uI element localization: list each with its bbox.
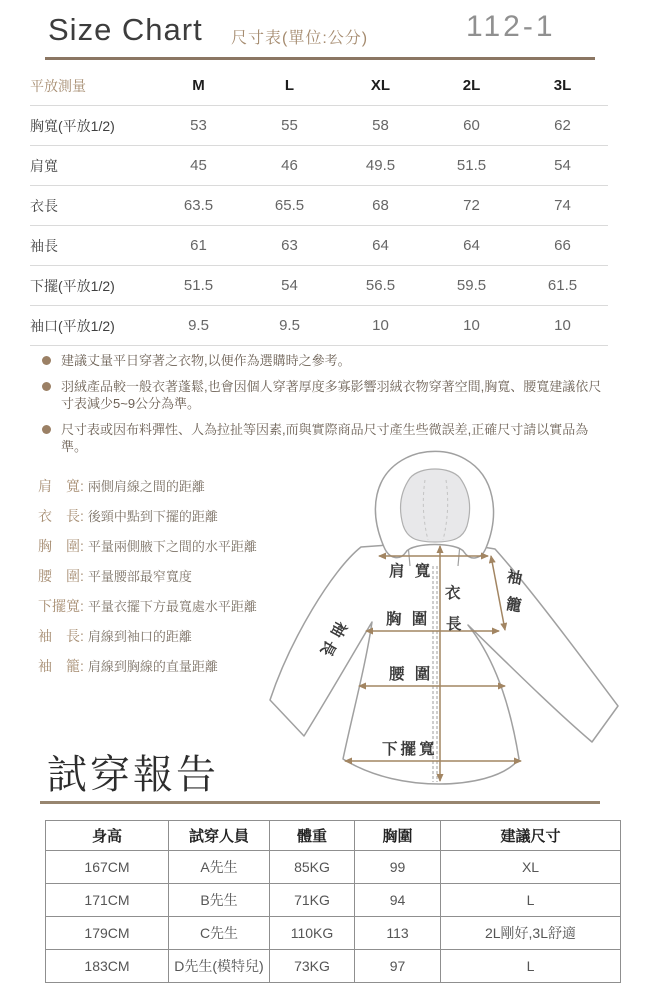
cell-chest: 97	[355, 950, 441, 983]
col-height: 身高	[46, 821, 169, 851]
cell: 58	[372, 117, 389, 134]
cell-chest: 113	[355, 917, 441, 950]
note-item	[42, 378, 602, 412]
cell: 62	[554, 117, 571, 134]
row-label: 袖長	[30, 237, 58, 254]
size-row-cuff	[30, 306, 608, 346]
cell: 51.5	[456, 157, 487, 174]
cell: 10	[463, 317, 480, 334]
cell-chest: 99	[355, 851, 441, 884]
fit-header-row	[46, 821, 621, 851]
cell: 66	[554, 237, 571, 254]
cell-size: 2L剛好,3L舒適	[441, 917, 621, 950]
cell: 61.5	[547, 277, 578, 294]
definition-term: 肩 寬:	[38, 478, 84, 494]
row-label: 袖口(平放1/2)	[30, 317, 115, 334]
size-row-hem	[30, 266, 608, 306]
definition-term: 下擺寬:	[38, 598, 84, 614]
cell: 9.5	[279, 317, 300, 334]
note-text: 尺寸表或因布料彈性、人為拉扯等因素,而與實際商品尺寸產生些微誤差,正確尺寸請以實品為準。	[61, 422, 589, 454]
cell-height: 171CM	[46, 884, 169, 917]
definition-desc: 肩線到袖口的距離	[87, 629, 192, 644]
cell-tester: B先生	[169, 884, 270, 917]
style-code: 112-1	[466, 10, 556, 43]
sleeve-length-label: 袖長	[313, 618, 350, 664]
cell: 55	[281, 117, 298, 134]
col-weight: 體重	[270, 821, 355, 851]
definition-term: 衣 長:	[38, 508, 84, 524]
definition-term: 袖 籠:	[38, 658, 84, 674]
cell-size: L	[441, 950, 621, 983]
size-table-header-row	[30, 66, 608, 106]
cell: 65.5	[274, 197, 305, 214]
size-col-l: L	[284, 77, 295, 94]
cell: 59.5	[456, 277, 487, 294]
definition-desc: 後頸中點到下擺的距離	[87, 509, 218, 524]
size-col-m: M	[192, 77, 205, 94]
cell: 60	[463, 117, 480, 134]
cell: 45	[190, 157, 207, 174]
cell-weight: 73KG	[270, 950, 355, 983]
cell-weight: 85KG	[270, 851, 355, 884]
garment-length-label-bottom: 長	[446, 616, 465, 633]
cell-chest: 94	[355, 884, 441, 917]
cell-tester: D先生(模特兒)	[169, 950, 270, 983]
note-text: 建議丈量平日穿著之衣物,以便作為選購時之參考。	[61, 353, 351, 368]
note-text: 羽絨產品較一般衣著蓬鬆,也會因個人穿著厚度多寡影響羽絨衣物穿著空間,胸寬、腰寬建議依尺寸表減少5~9公分為準。	[61, 379, 602, 411]
fit-row	[46, 884, 621, 917]
cell: 68	[372, 197, 389, 214]
cell: 46	[281, 157, 298, 174]
definition-desc: 平量衣擺下方最寬處水平距離	[87, 599, 257, 614]
row-label: 下擺(平放1/2)	[30, 277, 115, 294]
cell: 72	[463, 197, 480, 214]
cell: 63	[281, 237, 298, 254]
cell: 63.5	[183, 197, 214, 214]
shoulder-width-label: 肩 寬	[389, 563, 434, 580]
note-item	[42, 352, 602, 369]
fit-row	[46, 950, 621, 983]
cell: 64	[372, 237, 389, 254]
cell: 54	[281, 277, 298, 294]
cell-height: 179CM	[46, 917, 169, 950]
col-chest: 胸圍	[355, 821, 441, 851]
page-title: Size Chart	[48, 12, 203, 47]
row-label: 胸寬(平放1/2)	[30, 117, 115, 134]
fit-report-divider	[40, 801, 600, 804]
cell: 49.5	[365, 157, 396, 174]
cell: 74	[554, 197, 571, 214]
cell-size: L	[441, 884, 621, 917]
cell: 51.5	[183, 277, 214, 294]
size-col-3l: 3L	[553, 77, 572, 94]
cell-weight: 71KG	[270, 884, 355, 917]
definition-term: 胸 圍:	[38, 538, 84, 554]
jacket-measurement-diagram	[262, 448, 650, 805]
row-label: 衣長	[30, 197, 58, 214]
page-subtitle: 尺寸表(單位:公分)	[231, 30, 369, 47]
cell: 10	[554, 317, 571, 334]
definition-term: 袖 長:	[38, 628, 84, 644]
cell: 53	[190, 117, 207, 134]
cell: 9.5	[188, 317, 209, 334]
fit-row	[46, 917, 621, 950]
size-row-shoulder	[30, 146, 608, 186]
size-row-length	[30, 186, 608, 226]
cell-weight: 110KG	[270, 917, 355, 950]
hood-opening	[401, 469, 470, 542]
cell: 61	[190, 237, 207, 254]
cell: 54	[554, 157, 571, 174]
fit-report-table	[45, 820, 621, 983]
hem-width-label: 下擺寬	[382, 741, 438, 758]
cell-tester: A先生	[169, 851, 270, 884]
cell-size: XL	[441, 851, 621, 884]
size-col-xl: XL	[370, 77, 391, 94]
definition-term: 腰 圍:	[38, 568, 84, 584]
definition-desc: 平量腰部最窄寬度	[87, 569, 192, 584]
cell: 64	[463, 237, 480, 254]
cell: 56.5	[365, 277, 396, 294]
size-row-chest	[30, 106, 608, 146]
measure-label: 平放測量	[30, 77, 86, 94]
garment-length-label-top: 衣	[445, 585, 464, 602]
header-divider	[45, 57, 595, 60]
cell-tester: C先生	[169, 917, 270, 950]
col-tester: 試穿人員	[169, 821, 270, 851]
jacket-outline	[270, 544, 618, 784]
cell-height: 167CM	[46, 851, 169, 884]
definition-desc: 兩側肩線之間的距離	[87, 479, 205, 494]
definition-desc: 肩線到胸線的直量距離	[87, 659, 218, 674]
size-table	[30, 66, 608, 346]
armhole-label-top: 袖	[505, 568, 527, 589]
bullet-icon	[42, 425, 51, 434]
size-col-2l: 2L	[462, 77, 481, 94]
size-row-sleeve	[30, 226, 608, 266]
bullet-icon	[42, 356, 51, 365]
bullet-icon	[42, 382, 51, 391]
fit-report-heading: 試穿報告	[47, 753, 219, 797]
col-suggested-size: 建議尺寸	[441, 821, 621, 851]
fit-row	[46, 851, 621, 884]
cell-height: 183CM	[46, 950, 169, 983]
definition-desc: 平量兩側腋下之間的水平距離	[87, 539, 257, 554]
armhole-label-bottom: 籠	[504, 595, 526, 616]
waist-label: 腰 圍	[389, 666, 434, 683]
row-label: 肩寬	[30, 157, 58, 174]
cell: 10	[372, 317, 389, 334]
chest-label: 胸 圍	[386, 611, 431, 628]
